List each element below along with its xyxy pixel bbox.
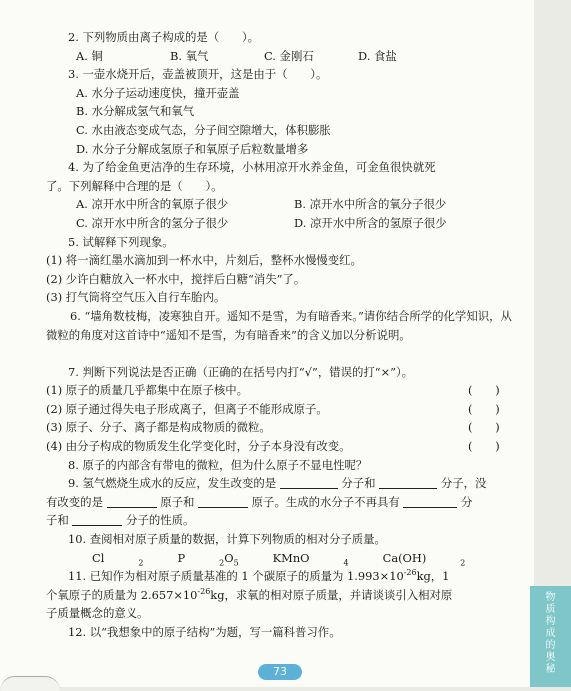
- q7-answer-paren[interactable]: ( ): [468, 439, 500, 454]
- q7-answer-paren[interactable]: ( ): [468, 401, 500, 416]
- q11-line3: 子质量概念的意义。: [46, 606, 149, 621]
- q4-stem-line1: 4. 为了给金鱼更洁净的生存环境，小林用凉开水养金鱼，可金鱼很快就死: [68, 160, 436, 175]
- q4-option-c: C. 凉开水中所含的氢分子很少: [76, 215, 229, 230]
- q7-item-3-row: [46, 418, 514, 437]
- q2-option-a: A. 铜: [76, 48, 103, 63]
- q7-item-4-row: [46, 437, 514, 456]
- q4-options-row1: [46, 195, 514, 214]
- q7-item-1-row: [46, 381, 514, 400]
- q2-option-c: C. 金刚石: [264, 48, 314, 63]
- chapter-side-tab: 物 质 构 成 的 奥 秘: [530, 586, 571, 687]
- page-number-badge: 73: [258, 664, 302, 680]
- q9-blank-3[interactable]: [107, 495, 157, 508]
- page-curl: [0, 676, 60, 691]
- q9-blank-1[interactable]: [280, 476, 338, 489]
- formula-kmno4: KMnO $_4$: [272, 550, 349, 567]
- q9-blank-4[interactable]: [198, 495, 248, 508]
- q9-blank-2[interactable]: [379, 476, 437, 489]
- q9-line3: 子和 分子的性质。: [46, 513, 195, 528]
- q2-options: [46, 47, 514, 66]
- q10-formulas: [46, 549, 514, 568]
- q5-item-2: (2) 少许白糖放入一杯水中，搅拌后白糖“消失”了。: [46, 271, 306, 286]
- q5-stem: 5. 试解释下列现象。: [68, 234, 174, 249]
- q12-text: 12. 以“我想象中的原子结构”为题，写一篇科普习作。: [68, 625, 341, 640]
- q9-line2: 有改变的是 原子和 原子。生成的水分子不再具有 分: [46, 494, 473, 509]
- q2-option-b: B. 氧气: [170, 48, 209, 63]
- q11-line1: 11. 已知作为相对原子质量基准的 1 个碳原子的质量为 $1.993\times 10^{-26}kg$，1: [68, 568, 450, 584]
- q2-option-d: D. 食盐: [358, 48, 397, 63]
- q4-option-b: B. 凉开水中所含的氧分子很少: [294, 197, 447, 212]
- q9-blank-5[interactable]: [403, 495, 457, 508]
- q7-item-3: (3) 原子、分子、离子都是构成物质的微粒。: [46, 420, 271, 435]
- q11-line2: 个氧原子的质量为 $2.657\times 10^{-26}kg$，求氧的相对原子质量，并请谈谈引入相对原: [46, 587, 453, 602]
- q7-stem: 7. 判断下列说法是否正确（正确的在括号内打“√”，错误的打“×”）。: [68, 364, 414, 379]
- q5-item-1: (1) 将一滴红墨水滴加到一杯水中，片刻后，整杯水慢慢变红。: [46, 253, 362, 268]
- q4-option-d: D. 凉开水中所含的氢原子很少: [294, 215, 447, 230]
- q5-item-3: (3) 打气筒将空气压入自行车胎内。: [46, 290, 226, 305]
- q7-item-2-row: [46, 400, 514, 419]
- q3-option-b: B. 水分解成氢气和氧气: [76, 104, 195, 119]
- q7-item-1: (1) 原子的质量几乎都集中在原子核中。: [46, 383, 249, 398]
- q7-answer-paren[interactable]: ( ): [468, 383, 500, 398]
- q3-stem: 3. 一壶水烧开后，壶盖被顶开，这是由于（ ）。: [68, 67, 328, 82]
- exercise-content: [46, 28, 514, 642]
- q4-option-a: A. 凉开水中所含的氧原子很少: [76, 197, 229, 212]
- formula-cl2: Cl $_2$: [92, 550, 144, 567]
- q3-option-a: A. 水分子运动速度快，撞开壶盖: [76, 85, 240, 100]
- q9-line1: 9. 氢气燃烧生成水的反应，发生改变的是 分子和 分子，没: [68, 476, 487, 491]
- formula-caoh2: Ca(OH) $_2$: [382, 550, 466, 567]
- q9-blank-6[interactable]: [72, 513, 122, 526]
- q7-item-4: (4) 由分子构成的物质发生化学变化时，分子本身没有改变。: [46, 439, 351, 454]
- q4-options-row2: [46, 214, 514, 233]
- q6-text: 6. “墙角数枝梅，凌寒独自开。遥知不是雪，为有暗香来。”请你结合所学的化学知识，从微粒的角度对这首诗中“遥知不是雪，为有暗香来”的含义加以分析说明。: [46, 308, 512, 342]
- q3-option-d: D. 水分子分解成氢原子和氧原子后粒数量增多: [76, 141, 309, 156]
- q10-stem: 10. 查阅相对原子质量的数据，计算下列物质的相对分子质量。: [68, 532, 386, 547]
- q3-option-c: C. 水由液态变成气态，分子间空隙增大，体积膨胀: [76, 122, 331, 137]
- formula-p2o5: P $_2O_5$: [177, 550, 239, 567]
- q8-text: 8. 原子的内部含有带电的微粒，但为什么原子不显电性呢？: [68, 457, 368, 472]
- q2-stem: 2. 下列物质由离子构成的是（ ）。: [68, 30, 260, 44]
- q7-item-2: (2) 原子通过得失电子形成离子，但离子不能形成原子。: [46, 401, 328, 416]
- q4-stem-line2: 了。下列解释中合理的是（ ）。: [46, 178, 223, 193]
- q7-answer-paren[interactable]: ( ): [468, 420, 500, 435]
